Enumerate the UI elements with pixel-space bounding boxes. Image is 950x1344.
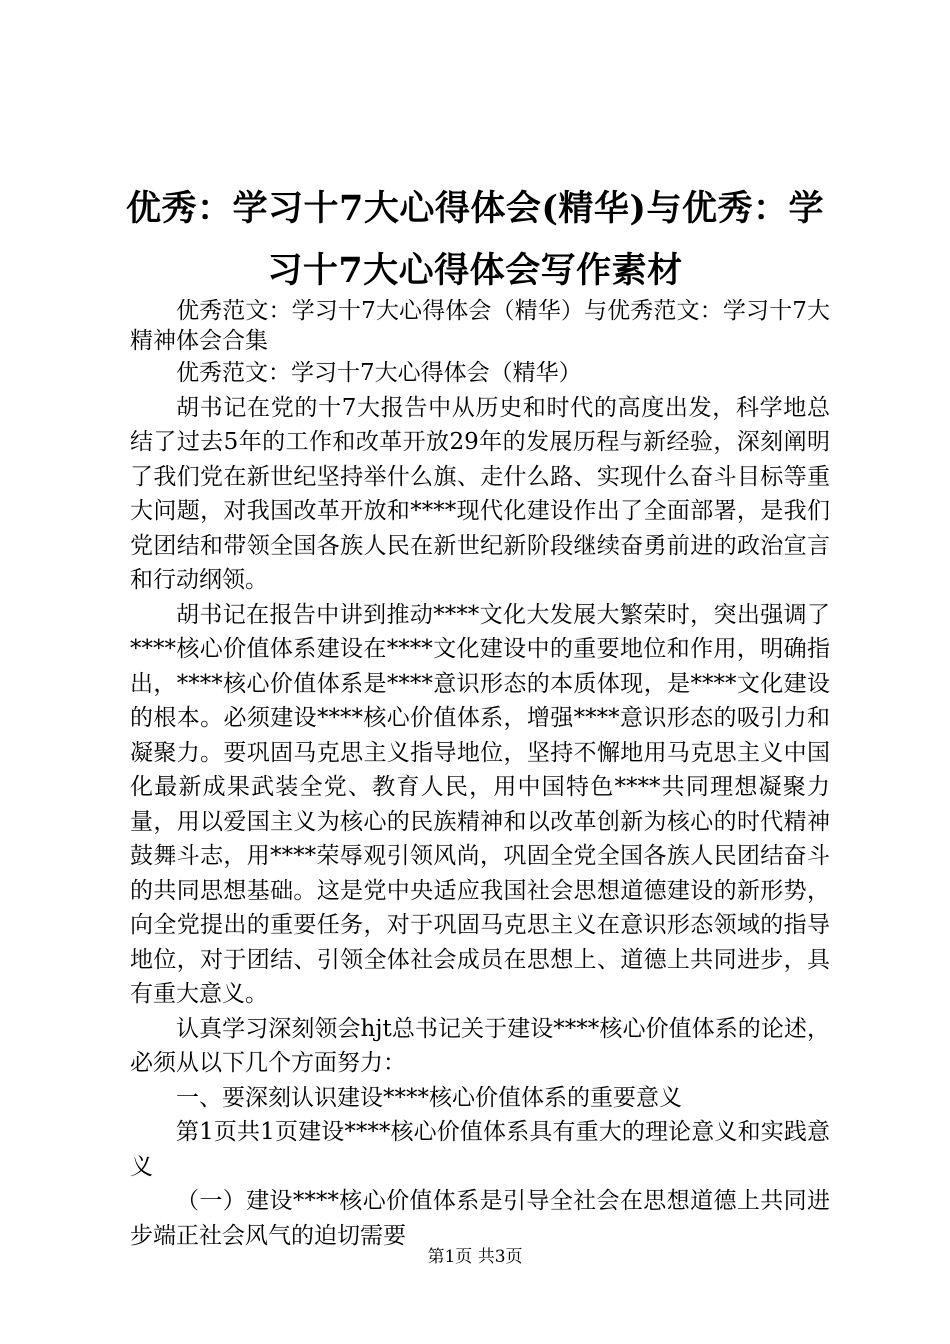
page-footer: 第1页 共3页 <box>427 1247 523 1267</box>
document-body <box>130 296 830 1253</box>
paragraph: （一）建设****核心价值体系是引导全社会在思想道德上共同进步端正社会风气的迫切需要 <box>130 1188 830 1249</box>
paragraph: 第1页共1页建设****核心价值体系具有重大的理论意义和实践意义 <box>130 1119 830 1180</box>
paragraph-section-heading: 优秀范文：学习十7大心得体会（精华） <box>176 360 582 386</box>
paragraph-subtitle: 优秀范文：学习十7大心得体会（精华）与优秀范文：学习十7大精神体会合集 <box>130 298 830 354</box>
paragraph: 认真学习深刻领会hjt总书记关于建设****核心价值体系的论述，必须从以下几个方面努力： <box>130 1015 830 1076</box>
paragraph: 胡书记在党的十7大报告中从历史和时代的高度出发，科学地总结了过去5年的工作和改革开放29年的发展历程与新经验，深刻阐明了我们党在新世纪坚持举什么旗、走什么路、实现什么奋斗目标等重大问题，对我国改革开放和****现代化建设作出了全面部署，是我们党团结和带领全国各族人民在新世纪新阶段继续奋勇前进的政治宣言和行动纲领。 <box>130 394 830 593</box>
paragraph-heading: 一、要深刻认识建设****核心价值体系的重要意义 <box>176 1084 682 1111</box>
document-title: 优秀：学习十7大心得体会(精华)与优秀：学习十7大心得体会写作素材 <box>126 188 824 291</box>
paragraph: 胡书记在报告中讲到推动****文化大发展大繁荣时，突出强调了****核心价值体系建设在****文化建设中的重要地位和作用，明确指出，****核心价值体系是****意识形态的本质体现，是****文化建设的根本。必须建设****核心价值体系，增强****意识形态的吸引力和凝聚力。要巩固马克思主义指导地位，坚持不懈地用马克思主义中国化最新成果武装全党、教育人民，用中国特色****共同理想凝聚力量，用以爱国主义为核心的民族精神和以改革创新为核心的时代精神鼓舞斗志，用****荣辱观引领风尚，巩固全党全国各族人民团结奋斗的共同思想基础。这是党中央适应我国社会思想道德建设的新形势，向全党提出的重要任务，对于巩固马克思主义在意识形态领域的指导地位，对于团结、引领全体社会成员在思想上、道德上共同进步，具有重大意义。 <box>130 601 830 1007</box>
